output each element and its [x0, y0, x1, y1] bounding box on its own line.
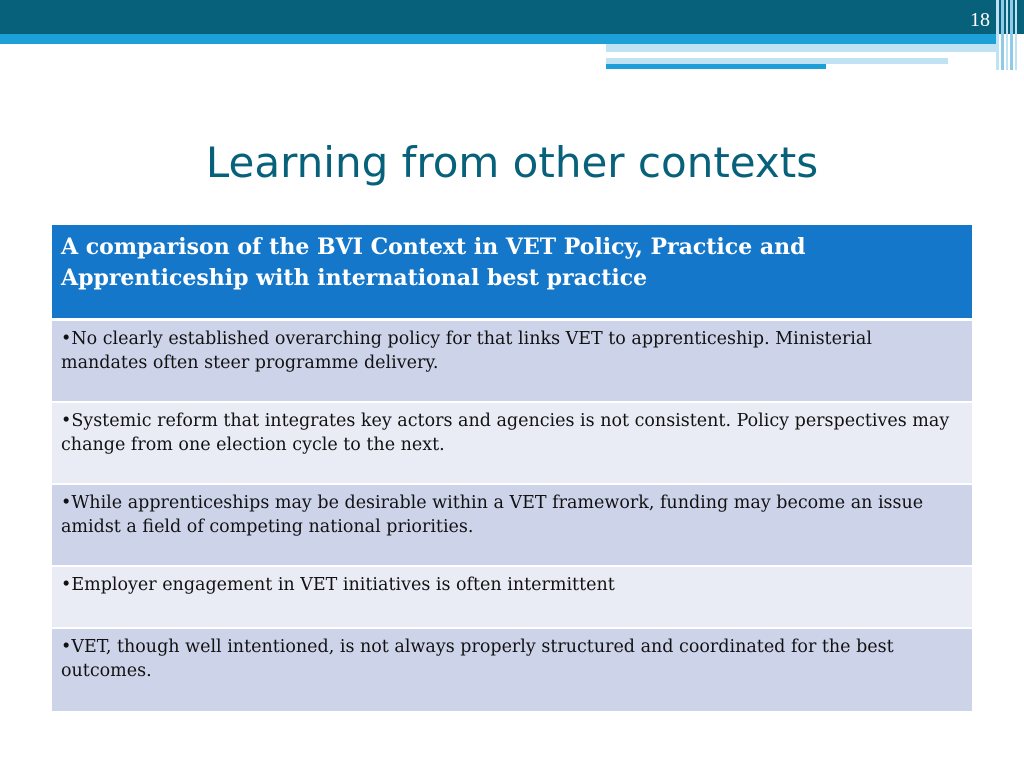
vertical-bars-decoration: [996, 0, 1024, 70]
slide-title: Learning from other contexts: [205, 138, 819, 187]
top-band-right-stripes: [606, 34, 996, 70]
table-row: •VET, though well intentioned, is not always properly structured and coordinated for the best outcomes.: [52, 629, 972, 711]
table-row: •While apprenticeships may be desirable within a VET framework, funding may become an issue amidst a field of competing national priorities.: [52, 485, 972, 567]
page-number: 18: [970, 9, 990, 31]
comparison-table: [52, 225, 972, 711]
table-row: •Systemic reform that integrates key actors and agencies is not consistent. Policy perspectives may change from one election cycle to the next.: [52, 403, 972, 485]
table-row: •Employer engagement in VET initiatives is often intermittent: [52, 567, 972, 629]
top-band-dark: [0, 0, 1024, 34]
table-header: A comparison of the BVI Context in VET Policy, Practice and Apprenticeship with international best practice: [52, 225, 972, 321]
table-row: •No clearly established overarching policy for that links VET to apprenticeship. Ministerial mandates often steer programme delivery.: [52, 321, 972, 403]
top-band-light: [0, 34, 606, 44]
